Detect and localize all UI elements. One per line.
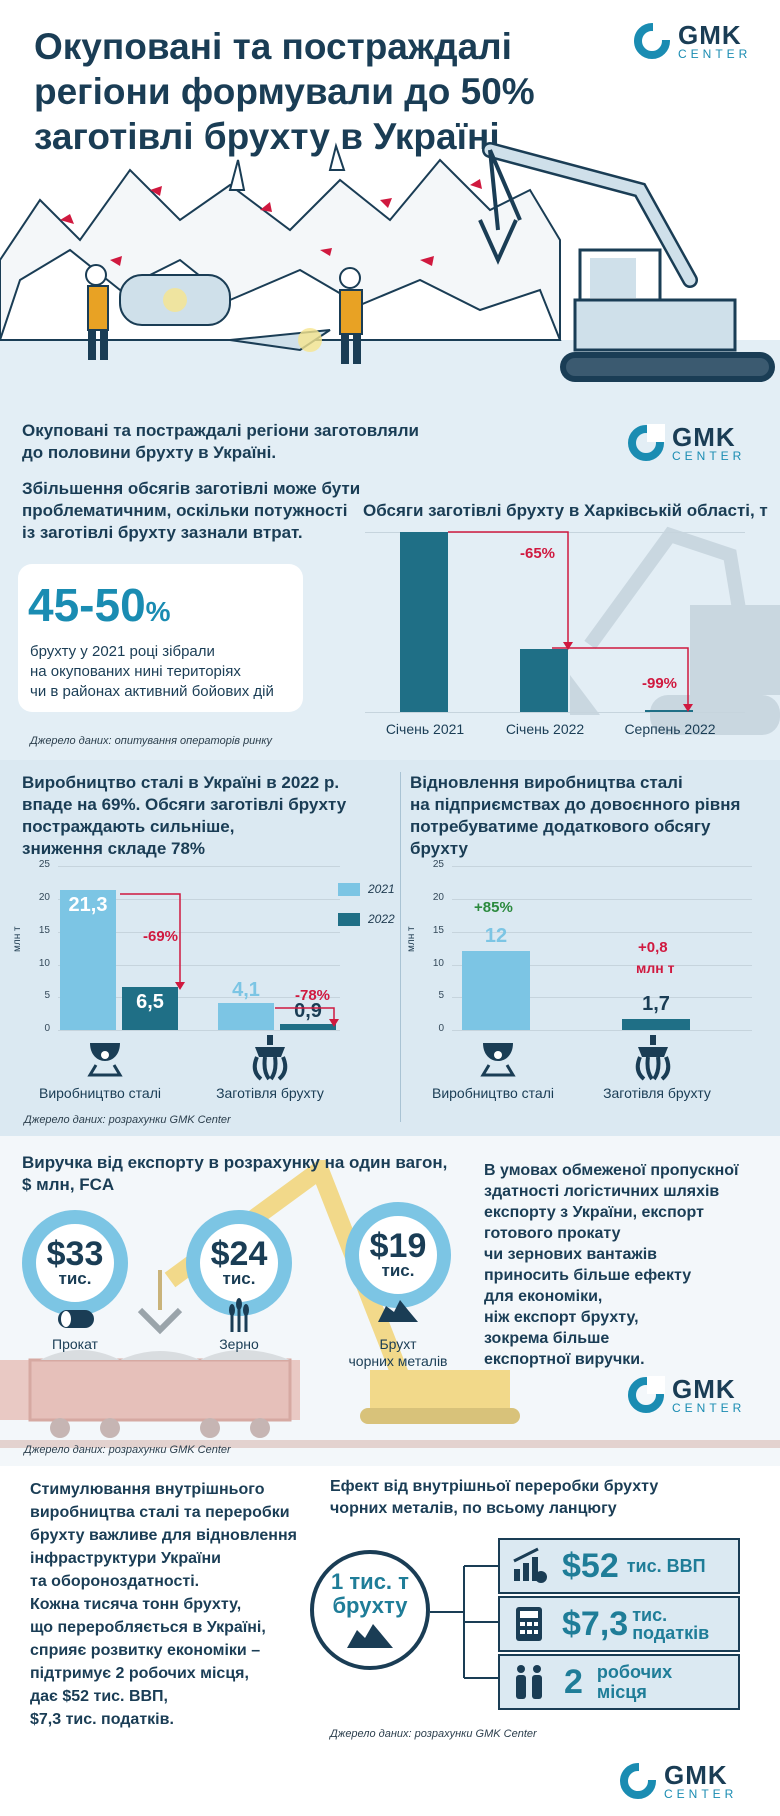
note-line: експорту з України, експорт xyxy=(484,1204,704,1221)
note-line: В умовах обмеженої пропускної xyxy=(484,1162,739,1179)
y-tick-label: 15 xyxy=(38,924,50,936)
scrap-tonnage-circle xyxy=(310,1550,430,1670)
y-tick-label: 5 xyxy=(438,990,444,1002)
logo-text: GMK xyxy=(664,1760,728,1790)
note-line: здатності логістичних шляхів xyxy=(484,1183,720,1200)
workers-icon xyxy=(510,1663,548,1701)
logo-ring-icon xyxy=(628,1377,664,1413)
note-line: чи зернових вантажів xyxy=(484,1246,657,1263)
recovery-bar xyxy=(462,951,530,1030)
effect-value: $7,3 xyxy=(562,1604,629,1643)
effect-unit-line: податків xyxy=(632,1623,710,1643)
y-tick-label: 15 xyxy=(432,924,444,936)
source-note: Джерело даних: розрахунки GMK Center xyxy=(330,1728,537,1740)
scrap-grapple-icon xyxy=(628,1035,678,1081)
gridline xyxy=(58,866,340,867)
gridline xyxy=(452,866,752,867)
note-line: готового прокату xyxy=(484,1225,621,1242)
effect-unit-line: місця xyxy=(596,1682,647,1702)
y-tick-label: 0 xyxy=(438,1023,444,1034)
circle-unit: брухту xyxy=(332,1593,408,1618)
effect-heading xyxy=(330,1476,760,1520)
revenue-rolled-products xyxy=(22,1210,128,1316)
text-line: що переробляється в Україні, xyxy=(30,1619,266,1636)
gridline xyxy=(58,1030,340,1031)
tax-calculator-icon xyxy=(510,1605,548,1643)
kharkiv-category-label: Січень 2021 xyxy=(385,721,465,737)
bar-value-label: 21,3 xyxy=(68,894,108,917)
source-note: Джерело даних: розрахунки GMK Center xyxy=(24,1444,231,1456)
source-note: Джерело даних: опитування операторів ринку xyxy=(30,735,273,747)
section-1-note xyxy=(22,478,362,544)
bar-value-label: 12 xyxy=(484,925,508,948)
recovery-heading xyxy=(410,772,770,860)
logo-ring-icon xyxy=(628,425,664,461)
recovery-change-label: +0,8 xyxy=(638,939,668,956)
revenue-label xyxy=(320,1336,476,1370)
text-line: Кожна тисяча тонн брухту, xyxy=(30,1596,242,1613)
effect-value: 2 xyxy=(564,1662,583,1701)
note-line: зокрема більше xyxy=(484,1330,610,1347)
y-tick-label: 25 xyxy=(38,859,50,871)
ladle-icon xyxy=(82,1037,128,1079)
logo-text: GMK xyxy=(672,422,736,452)
legend-label: 2022 xyxy=(368,912,395,926)
y-axis-label: млн т xyxy=(406,926,417,952)
note-line: проблематичним, оскільки потужності xyxy=(22,501,348,520)
effect-unit-line: робочих xyxy=(596,1662,673,1682)
kharkiv-category-label: Серпень 2022 xyxy=(624,721,716,737)
revenue-unit: тис. xyxy=(381,1261,415,1280)
kharkiv-change-label: -65% xyxy=(520,545,556,562)
logo-text: GMK xyxy=(672,1374,736,1404)
decline-category-label: Заготівля брухту xyxy=(216,1085,324,1101)
text-line: виробництва сталі та переробки xyxy=(30,1504,290,1521)
text-line: та обороноздатності. xyxy=(30,1573,200,1590)
stat-number: 45-50 xyxy=(28,579,146,631)
stat-value xyxy=(28,578,171,632)
scrap-grapple-icon xyxy=(245,1035,295,1081)
recovery-change-unit: млн т xyxy=(636,960,675,976)
note-line: ніж експорт брухту, xyxy=(484,1309,639,1326)
section-divider xyxy=(400,772,401,1122)
y-tick-label: 20 xyxy=(432,892,444,903)
revenue-label: Прокат xyxy=(52,1336,98,1352)
intro-line: Окуповані та постраждалі регіони заготовляли xyxy=(22,421,419,440)
stat-text-line: чи в районах активний бойових дій xyxy=(30,683,274,700)
heading-line: чорних металів, по всьому ланцюгу xyxy=(330,1500,617,1517)
decline-change-label: -69% xyxy=(143,928,179,945)
text-line: підтримує 2 робочих місця, xyxy=(30,1665,249,1682)
revenue-unit: тис. xyxy=(222,1269,256,1288)
y-tick-label: 0 xyxy=(44,1023,50,1034)
revenue-label: Зерно xyxy=(219,1336,259,1352)
note-line: із заготівлі брухту зазнали втрат. xyxy=(22,523,303,542)
text-line: інфраструктури України xyxy=(30,1550,221,1567)
legend-label: 2021 xyxy=(368,882,395,896)
revenue-label-line: чорних металів xyxy=(348,1353,448,1369)
effect-gdp xyxy=(498,1538,740,1594)
y-tick-label: 20 xyxy=(38,892,50,903)
gmk-logo xyxy=(634,22,751,60)
page-title-line: заготівлі брухту в Україні xyxy=(34,116,500,157)
note-line: для економіки, xyxy=(484,1288,603,1305)
y-axis-label: млн т xyxy=(12,926,23,952)
heading-line: зниження складе 78% xyxy=(22,839,206,858)
stat-unit: % xyxy=(145,596,171,627)
effect-unit: тис. ВВП xyxy=(626,1555,706,1576)
section-1-intro xyxy=(22,420,442,464)
note-line: Збільшення обсягів заготівлі може бути xyxy=(22,479,361,498)
revenue-value: $24 xyxy=(210,1235,268,1273)
wheat-icon xyxy=(224,1298,254,1332)
logo-text: GMK xyxy=(678,20,742,50)
stat-text-line: брухту у 2021 році зібрали xyxy=(30,643,215,660)
gmk-logo xyxy=(620,1762,737,1800)
logo-ring-icon xyxy=(620,1763,656,1799)
page-title-line: Окуповані та постраждалі xyxy=(34,26,512,67)
recovery-category-label: Заготівля брухту xyxy=(603,1085,711,1101)
text-line: дає $52 тис. ВВП, xyxy=(30,1688,168,1705)
gdp-chart-icon xyxy=(510,1547,548,1585)
steel-coil-icon xyxy=(56,1304,96,1330)
revenue-scrap xyxy=(345,1202,451,1308)
intro-line: до половини брухту в Україні. xyxy=(22,443,277,462)
gridline xyxy=(452,1030,752,1031)
note-line: експортної виручки. xyxy=(484,1351,645,1368)
logo-subtext: CENTER xyxy=(672,1401,746,1415)
revenue-value: $19 xyxy=(369,1227,427,1265)
bar-value-label: 1,7 xyxy=(642,992,670,1015)
heading-line: Ефект від внутрішньої переробки брухту xyxy=(330,1478,659,1495)
text-line: $7,3 тис. податків. xyxy=(30,1711,174,1728)
export-revenue-heading xyxy=(22,1152,462,1196)
heading-line: Виручка від експорту в розрахунку на один вагон, xyxy=(22,1153,448,1172)
logo-ring-icon xyxy=(634,23,670,59)
logo-subtext: CENTER xyxy=(678,47,752,61)
logo-subtext: CENTER xyxy=(672,449,746,463)
gmk-logo xyxy=(628,1376,745,1414)
scrap-pile-icon xyxy=(345,1620,395,1650)
page-title-line: регіони формували до 50% xyxy=(34,71,535,112)
decline-category-label: Виробництво сталі xyxy=(38,1085,161,1101)
heading-line: Відновлення виробництва сталі xyxy=(410,773,683,792)
effect-jobs xyxy=(498,1654,740,1710)
heading-line: постраждають сильніше, xyxy=(22,817,235,836)
scrap-yard-illustration xyxy=(0,130,780,405)
effect-value: $52 xyxy=(562,1546,619,1585)
source-note: Джерело даних: розрахунки GMK Center xyxy=(24,1114,231,1126)
scrap-pile-icon xyxy=(376,1296,420,1324)
kharkiv-change-label: -99% xyxy=(642,675,678,692)
text-line: Стимулювання внутрішнього xyxy=(30,1481,265,1498)
y-tick-label: 10 xyxy=(432,957,444,969)
y-tick-label: 25 xyxy=(432,859,444,871)
bar-value-label: 0,9 xyxy=(294,1000,322,1023)
gmk-logo xyxy=(628,424,745,462)
effect-unit xyxy=(597,1662,672,1702)
effect-taxes xyxy=(498,1596,740,1652)
y-tick-label: 10 xyxy=(38,957,50,969)
effect-unit xyxy=(632,1606,709,1642)
revenue-unit: тис. xyxy=(58,1269,92,1288)
text-line: сприяє розвитку економіки – xyxy=(30,1642,261,1659)
heading-line: на підприємствах до довоєнного рівня xyxy=(410,795,741,814)
domestic-processing-text xyxy=(30,1478,330,1731)
decline-change-label: -78% xyxy=(295,987,331,1004)
bar-value-label: 6,5 xyxy=(136,991,164,1014)
recovery-category-label: Виробництво сталі xyxy=(431,1085,554,1101)
logo-subtext: CENTER xyxy=(664,1787,738,1801)
stat-text-line: на окупованих нині територіях xyxy=(30,663,241,680)
kharkiv-chart-title: Обсяги заготівлі брухту в Харківській області, т xyxy=(363,501,768,520)
recovery-change-label: +85% xyxy=(474,899,513,916)
heading-line: впаде на 69%. Обсяги заготівлі брухту xyxy=(22,795,347,814)
decline-heading xyxy=(22,772,382,860)
heading-line: Виробництво сталі в Україні в 2022 р. xyxy=(22,773,340,792)
revenue-value: $33 xyxy=(46,1235,104,1273)
recovery-bar xyxy=(622,1019,690,1030)
decline-change-arrows xyxy=(60,890,360,1030)
ladle-icon xyxy=(475,1037,521,1079)
text-line: брухту важливе для відновлення xyxy=(30,1527,297,1544)
bar-value-label: 4,1 xyxy=(232,979,260,1002)
revenue-label-line: Брухт xyxy=(379,1336,417,1352)
export-note xyxy=(484,1160,774,1370)
y-tick-label: 5 xyxy=(44,990,50,1002)
stat-text xyxy=(30,642,300,702)
effect-unit-line: тис. xyxy=(632,1605,668,1625)
heading-line: потребуватиме додаткового обсягу брухту xyxy=(410,817,711,858)
note-line: приносить більше ефекту xyxy=(484,1267,692,1284)
kharkiv-category-label: Січень 2022 xyxy=(505,721,585,737)
circle-value: 1 тис. т xyxy=(331,1569,409,1594)
effect-connectors xyxy=(430,1560,500,1700)
heading-line: $ млн, FCA xyxy=(22,1175,115,1194)
